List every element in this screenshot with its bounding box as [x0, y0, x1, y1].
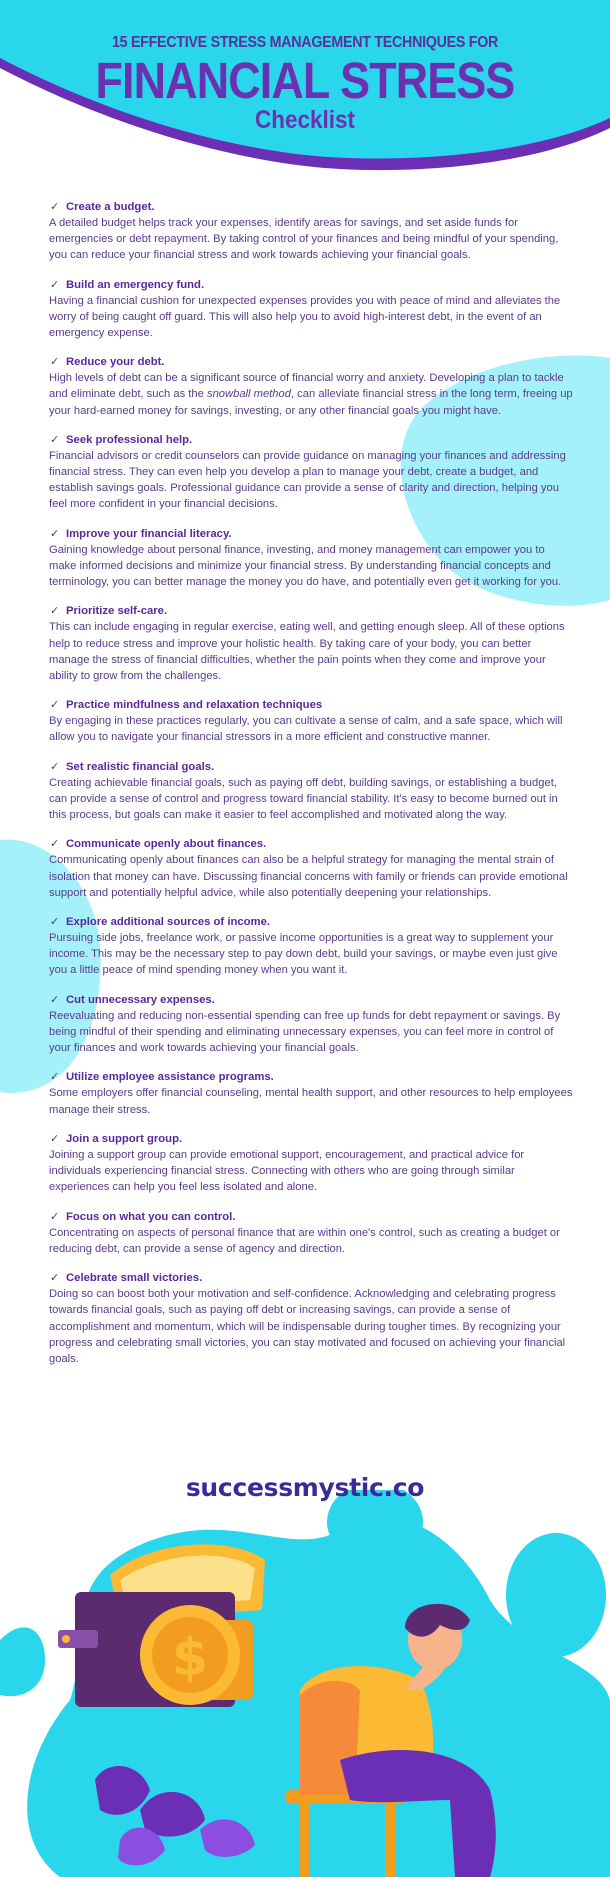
stressed-person-illustration — [0, 1490, 610, 1877]
list-item — [49, 837, 573, 900]
check-icon: ✓ — [50, 838, 60, 851]
list-item — [49, 698, 573, 745]
item-heading: Explore additional sources of income. — [66, 916, 271, 929]
list-item — [49, 993, 573, 1056]
checklist — [49, 200, 573, 1381]
list-item — [49, 1132, 573, 1195]
item-body: Some employers offer financial counseling, mental health support, and other resources to help employees manage their stress. — [49, 1087, 573, 1116]
item-body — [49, 370, 573, 418]
item-heading: Communicate openly about finances. — [66, 838, 267, 851]
item-body: By engaging in these practices regularly, you can cultivate a sense of calm, and a safe space, which will allow you to navigate your financial stressors in a more efficient and constructive manner. — [49, 715, 563, 744]
check-icon: ✓ — [50, 1133, 60, 1146]
item-heading: Join a support group. — [66, 1133, 183, 1146]
check-icon: ✓ — [50, 278, 60, 291]
list-item — [49, 915, 573, 978]
list-item — [49, 355, 573, 418]
item-body: This can include engaging in regular exercise, eating well, and getting enough sleep. All of these options help to reduce stress and improve your holistic health. By taking care of your body, you can better manage the stress of financial difficulties, whether the pain points when they come and improve your ability to grow from the challenges. — [49, 621, 565, 682]
check-icon: ✓ — [50, 760, 60, 773]
item-heading: Reduce your debt. — [66, 356, 165, 369]
item-heading: Practice mindfulness and relaxation techniques — [66, 699, 323, 712]
illustration-blob-right — [506, 1533, 606, 1657]
item-body-text: , can alleviate financial stress in the long term, freeing up your hard-earned money for savings, investing, or any other financial goals you might have. — [49, 388, 573, 417]
illustration-blob-left — [0, 1627, 45, 1696]
list-item — [49, 1271, 573, 1366]
list-item — [49, 433, 573, 512]
item-heading: Celebrate small victories. — [66, 1272, 203, 1285]
item-body: Doing so can boost both your motivation and self-confidence. Acknowledging and celebrating progress towards financial goals, such as paying off debt or increasing savings, can provide a sense of accomplishment and momentum, which will be indispensable during tougher times. By recognizing your progress and celebrating small victories, you can stay motivated and focused on achieving your financial goals. — [49, 1288, 566, 1365]
item-body: Communicating openly about finances can also be a helpful strategy for managing the mental strain of isolation that money can have. Discussing financial concerns with family or friends can provide emotional support and potentially helpful advice, while also potentially deepening your relationships. — [49, 854, 568, 899]
check-icon: ✓ — [50, 1210, 60, 1223]
item-heading: Focus on what you can control. — [66, 1210, 236, 1223]
item-body: A detailed budget helps track your expenses, identify areas for savings, and set aside funds for emergencies or debt repayment. By taking control of your finances and being mindful of your spending, you can reduce your financial stress and work towards achieving your financial goals. — [49, 217, 559, 262]
item-body: Financial advisors or credit counselors can provide guidance on managing your finances and addressing financial stress. They can even help you develop a plan to manage your debt, create a budget, and establish savings goals. Professional guidance can provide a sense of clarity and direction, helping you feel more confident in your financial decisions. — [49, 450, 566, 511]
check-icon: ✓ — [50, 993, 60, 1006]
list-item — [49, 604, 573, 683]
item-heading: Prioritize self-care. — [66, 605, 168, 618]
check-icon: ✓ — [50, 527, 60, 540]
check-icon: ✓ — [50, 699, 60, 712]
check-icon: ✓ — [50, 605, 60, 618]
item-body: Reevaluating and reducing non-essential spending can free up funds for debt repayment or savings. By being mindful of their spending and eliminating unnecessary expenses, you can feel more in control of your finances and work towards achieving your financial goals. — [49, 1009, 561, 1054]
item-heading: Create a budget. — [66, 201, 155, 213]
item-heading: Cut unnecessary expenses. — [66, 993, 215, 1006]
list-item — [49, 527, 573, 590]
item-body: Having a financial cushion for unexpected expenses provides you with peace of mind and alleviates the worry of being caught off guard. This will also help you to avoid high-interest debt, in the event of an emergency expense. — [49, 294, 561, 339]
check-icon: ✓ — [50, 916, 60, 929]
dollar-sign: $ — [171, 1628, 209, 1688]
check-icon: ✓ — [50, 434, 60, 447]
header-title: FINANCIAL STRESS — [95, 52, 515, 109]
check-icon: ✓ — [50, 1071, 60, 1084]
item-body: Creating achievable financial goals, such as paying off debt, building savings, or establishing a budget, can provide a sense of control and progress toward financial stability. It's easy to become burned out in this process, but goals can make it easier to feel accomplished and motivated along the way. — [49, 776, 558, 821]
brand-logo: successmystic.co — [185, 1473, 425, 1502]
item-body: Pursuing side jobs, freelance work, or passive income opportunities is a great way to supplement your income. This may be the necessary step to pay down debt, build your savings, or maybe even just give you a little peace of mind spending money when you want it. — [49, 932, 558, 977]
list-item — [49, 1070, 573, 1117]
header-text — [0, 0, 610, 135]
item-heading: Set realistic financial goals. — [66, 760, 215, 773]
item-body: Concentrating on aspects of personal finance that are within one's control, such as creating a budget or reducing debt, can provide a sense of agency and direction. — [49, 1226, 560, 1255]
check-icon: ✓ — [50, 201, 60, 213]
snowball-method-emphasis: snowball method — [206, 388, 291, 401]
list-item — [49, 760, 573, 823]
check-icon: ✓ — [50, 1272, 60, 1285]
item-body-text: High levels of debt can be a significant source of financial worry and anxiety. Developing a plan to tackle and eliminate debt, such as the — [49, 372, 564, 401]
header-checklist-label: Checklist — [254, 106, 356, 134]
item-heading: Seek professional help. — [66, 434, 193, 447]
item-heading: Improve your financial literacy. — [66, 527, 232, 540]
item-heading: Utilize employee assistance programs. — [66, 1071, 274, 1084]
item-body: Gaining knowledge about personal finance, investing, and money management can empower you to make informed decisions and minimize your financial stress. By understanding financial concepts and terminology, you can better manage the money you do have, and potentially even get it working for you. — [49, 543, 562, 588]
header-subtitle: 15 EFFECTIVE STRESS MANAGEMENT TECHNIQUES FOR — [111, 34, 499, 51]
list-item — [49, 1210, 573, 1257]
check-icon: ✓ — [50, 356, 60, 369]
item-heading: Build an emergency fund. — [66, 278, 205, 291]
list-item — [49, 200, 573, 263]
list-item — [49, 278, 573, 341]
item-body: Joining a support group can provide emotional support, encouragement, and practical advice for individuals experiencing financial stress. Connecting with others who are going through similar experiences can help you feel less isolated and alone. — [49, 1149, 525, 1194]
